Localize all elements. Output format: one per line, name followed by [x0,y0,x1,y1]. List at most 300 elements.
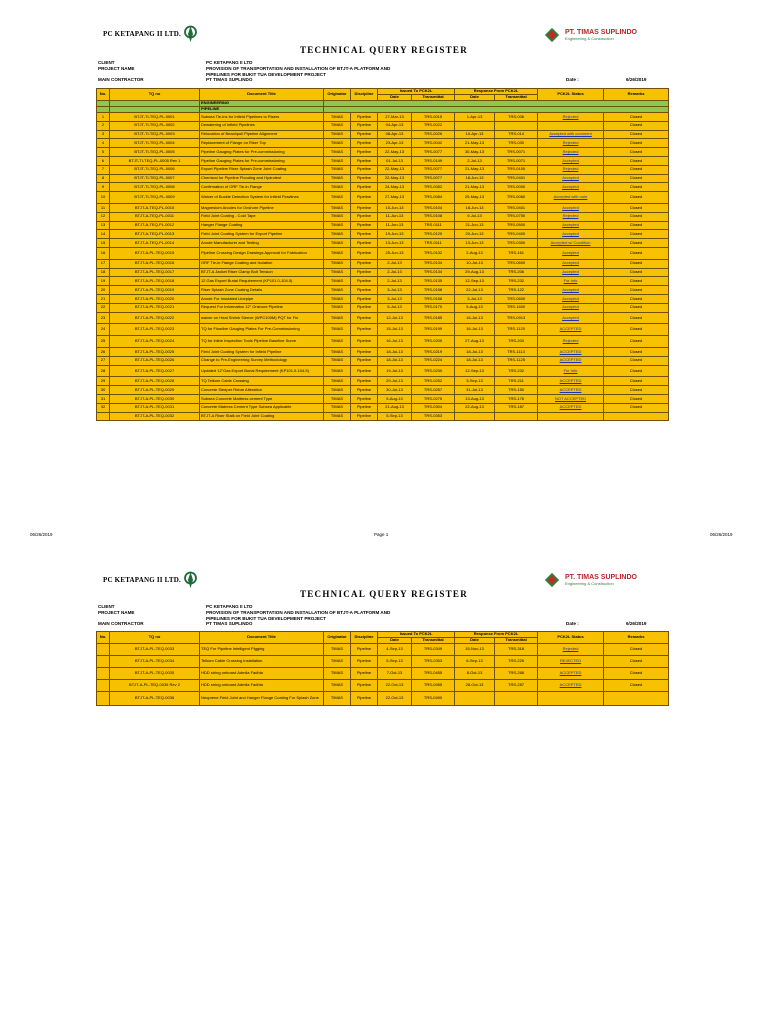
cell-issued-transmittal: TRS-0082 [412,183,455,192]
cell-tq-no: BTJT-A-PL-TEQ-0019 [110,286,200,295]
cell-remarks: Closed [604,365,669,377]
cell-status[interactable]: Accepted [538,312,604,324]
cell-originator: TIMAS [324,130,351,139]
pck2l-emblem-icon [184,570,197,590]
cell-status[interactable]: Rejected [538,644,604,656]
cell-no: 16 [97,247,110,259]
cell-no: 17 [97,259,110,268]
cell-issued-transmittal: TRS-0353 [412,412,455,421]
cell-remarks: Closed [604,221,669,230]
cell-response-date: 1-Apr-13 [455,113,495,122]
cell-remarks: Closed [604,294,669,303]
cell-response-date: 3-Sep-13 [455,377,495,386]
cell-issued-transmittal: TRS-0304 [412,403,455,412]
cell-response-date: 10-Jul-13 [455,259,495,268]
cell-issued-transmittal: TRS-0015 [412,113,455,122]
cell-issued-date: 19-Jun-13 [378,230,412,239]
table-row [97,386,669,395]
cell-response-transmittal: TRS-206 [495,268,538,277]
project-value-line2: PIPELINES FOR BUKIT TUA DEVELOPMENT PROJECT [206,71,327,77]
cell-document-title: Concrete Matress Cement Type Subsea Applicable [200,403,324,412]
cell-remarks: Closed [604,156,669,165]
cell-status[interactable]: ACCEPTED [538,377,604,386]
cell-tq-no: BTJT-A-PL-TEQ-0033 [110,644,200,656]
table-row [97,365,669,377]
cell-no: 2 [97,121,110,130]
cell-status[interactable]: Accepted [538,221,604,230]
cell-response-date: 30-May-13 [455,148,495,157]
project-value-line2: PIPELINES FOR BUKIT TUA DEVELOPMENT PROJECT [206,615,327,621]
cell-discipline: Pipeline [351,183,378,192]
timas-diamond-icon [543,26,561,44]
cell-issued-date: 2-Jul-13 [378,277,412,286]
cell-document-title: TQ for Flowline Gauging Plates For Pre-Commissioning [200,324,324,336]
table-row [97,377,669,386]
cell-status[interactable]: ACCEPTED [538,668,604,680]
table-row [97,277,669,286]
cell-originator: TIMAS [324,212,351,221]
register-table-page2 [96,631,669,706]
cell-status [538,121,604,130]
cell-originator: TIMAS [324,203,351,212]
cell-discipline: Pipeline [351,668,378,680]
cell-issued-date: 12-Jul-13 [378,312,412,324]
cell-issued-date: 25-Jun-13 [378,247,412,259]
cell-response-date: 18-Jun-13 [455,203,495,212]
cell-document-title: waiver on Heat Shrink Sleeve (WPC100M) PQT for Fie [200,312,324,324]
cell-no: 30 [97,386,110,395]
cell-tq-no: BTJT-A-PL-TEQ-0020 [110,294,200,303]
cell-status[interactable]: Accepted [538,268,604,277]
cell-issued-date: 18-Jul-13 [378,347,412,356]
cell-issued-date: 3-Jul-13 [378,294,412,303]
cell-no: 22 [97,303,110,312]
table-row [97,174,669,183]
cell-no: 12 [97,212,110,221]
cell-response-transmittal: TRS-200 [495,336,538,348]
table-row [97,268,669,277]
cell-no: 7 [97,165,110,174]
cell-tq-no: BTJT-A-PL-TEQ-0017 [110,268,200,277]
cell-no: 15 [97,239,110,248]
cell-status[interactable]: Accepted [538,286,604,295]
cell-discipline: Pipeline [351,347,378,356]
cell-remarks: Closed [604,668,669,680]
cell-no: 23 [97,312,110,324]
cell-tq-no: BTJT-TI-TEQ-PL-0005 Rev 1 [110,156,200,165]
cell-response-date: 12-Sep-13 [455,277,495,286]
contractor-logo-tagline-page2: Engineering & Construction [565,581,614,586]
cell-response-date: 22-Jul-13 [455,286,495,295]
date-label-page2: Date : [566,621,579,626]
cell-status[interactable]: Accepted [538,203,604,212]
cell-no: 4 [97,139,110,148]
cell-response-date: 18-Jul-13 [455,347,495,356]
meta-labels-page2 [98,604,144,627]
contractor-label: MAIN CONTRACTOR [98,621,144,627]
col-issued-header: Issued To PCK2L [378,89,455,95]
cell-document-title: Request For Information 12" Onshore Pipeline [200,303,324,312]
cell-no: 31 [97,394,110,403]
col-doc-header: Document Title [200,89,324,101]
cell-response-transmittal: TRS-0071 [495,156,538,165]
cell-originator: TIMAS [324,324,351,336]
date-label: Date : [566,77,579,82]
table-row [97,130,669,139]
cell-response-transmittal: TRS-1120 [495,324,538,336]
cell-discipline: Pipeline [351,113,378,122]
table-row [97,336,669,348]
cell-document-title: Export Pipeline Riser Splash Zone Joint Coating [200,165,324,174]
cell-response-transmittal: TRS-030 [495,139,538,148]
cell-issued-transmittal: TRS-0353 [412,656,455,668]
cell-response-transmittal: TRS-318 [495,644,538,656]
cell-response-date: 28-Oct-13 [455,680,495,692]
table-row [97,230,669,239]
cell-status[interactable]: ACCEPTED [538,403,604,412]
cell-document-title: Updated 12"Gas Export Burial Requirement (KP101.0-104.5) [200,365,324,377]
cell-originator: TIMAS [324,174,351,183]
cell-issued-date: 22-Oct-13 [378,692,412,706]
cell-remarks: Closed [604,183,669,192]
cell-issued-transmittal: TRS-0120 [412,230,455,239]
table-row [97,324,669,336]
cell-status[interactable]: Accepted [538,303,604,312]
col-response-date-header: Date [455,95,495,101]
footer-date-right: 06/26/2019 [710,532,733,537]
col-discipline-header: Discipline [351,89,378,101]
cell-no: 8 [97,174,110,183]
cell-document-title: Confirmation of ORF Tie-in Flange [200,183,324,192]
cell-status[interactable]: Accepted w/ Condition [538,239,604,248]
cell-response-transmittal: TRS-0400 [495,230,538,239]
cell-remarks: Closed [604,239,669,248]
cell-response-date: 21-May-13 [455,139,495,148]
cell-originator: TIMAS [324,403,351,412]
page-title-page2: TECHNICAL QUERY REGISTER [299,589,469,599]
cell-no: 19 [97,277,110,286]
cell-originator: TIMAS [324,148,351,157]
company-logo-text-page2: PC KETAPANG II LTD. [103,576,181,584]
cell-response-date: 8-Oct-13 [455,668,495,680]
cell-originator: TIMAS [324,277,351,286]
cell-status[interactable]: For Info [538,365,604,377]
cell-status[interactable]: Accepted [538,247,604,259]
cell-response-transmittal: TRS-1125 [495,356,538,365]
cell-discipline: Pipeline [351,303,378,312]
meta-values-page2 [206,604,390,627]
cell-response-date: 20-Jun-13 [455,230,495,239]
cell-no: 21 [97,294,110,303]
cell-issued-date: 19-Jul-13 [378,365,412,377]
cell-issued-transmittal: TRS-0026 [412,130,455,139]
project-value-line1: PROVISION OF TRANSPORTATION AND INSTALLATION OF BTJT-A PLATFORM AND [206,609,391,615]
col-doc-header: Document Title [200,632,324,644]
cell-issued-transmittal: TRS-0084 [412,192,455,204]
cell-issued-date: 27-Mar-13 [378,113,412,122]
cell-originator: TIMAS [324,165,351,174]
cell-tq-no: BTJT-A-PL-TEQ-0036 [110,692,200,706]
cell-remarks: Closed [604,356,669,365]
cell-tq-no: BTJT-A-PL-TEQ-0016 [110,259,200,268]
cell-originator: TIMAS [324,336,351,348]
cell-originator: TIMAS [324,680,351,692]
cell-response-date [455,121,495,130]
company-logo-page2 [103,570,197,590]
cell-status[interactable]: Accepted [538,156,604,165]
col-no-header: No. [97,89,110,101]
cell-issued-date: 10-Jun-13 [378,203,412,212]
cell-discipline: Pipeline [351,277,378,286]
cell-status[interactable]: Rejected [538,165,604,174]
col-response-transmittal-header: Transmittal [495,95,538,101]
table-row [97,312,669,324]
cell-tq-no: BTJT-A-PL-TEQ-0025 [110,347,200,356]
cell-no: 9 [97,183,110,192]
cell-no: 10 [97,192,110,204]
cell-issued-transmittal: TRS-0224 [412,356,455,365]
footer-date-left: 06/26/2019 [30,532,53,537]
cell-originator: TIMAS [324,121,351,130]
col-response-header: Response From PCK2L [455,632,538,638]
cell-discipline: Pipeline [351,294,378,303]
cell-response-transmittal: TRS-150 [495,386,538,395]
cell-issued-date: 2-Jul-13 [378,268,412,277]
cell-response-date: 3-Jul-13 [455,294,495,303]
col-tq-header: TQ no [110,89,200,101]
cell-issued-date: 22-May-13 [378,148,412,157]
cell-response-date: 29-Aug-13 [455,268,495,277]
cell-status[interactable]: Rejected [538,212,604,221]
cell-document-title: Waiver of Buckle Detection System for Infield Flowlines [200,192,324,204]
cell-remarks: Closed [604,656,669,668]
cell-discipline: Pipeline [351,174,378,183]
col-response-date-header: Date [455,638,495,644]
cell-tq-no: BTJT-A-PL-TEQ-0035 [110,668,200,680]
cell-response-transmittal [495,692,538,706]
cell-discipline: Pipeline [351,192,378,204]
cell-response-date: 5-Aug-13 [455,303,495,312]
section-engineering: ENGINEERING [200,101,324,107]
contractor-value: PT TIMAS SUPLINDO [206,77,253,83]
company-logo [103,24,197,44]
cell-discipline: Pipeline [351,692,378,706]
cell-response-transmittal: TRS-0300 [495,239,538,248]
cell-issued-date: 01-Jul-13 [378,156,412,165]
cell-status[interactable]: ACCEPTED [538,386,604,395]
cell-remarks: Closed [604,121,669,130]
cell-tq-no: BTJT-TI-TEQ-PL-0003 [110,130,200,139]
cell-issued-date: 4-Sep-13 [378,644,412,656]
cell-document-title: 12 Gas Export Burial Requirement (KP101.0-104.5) [200,277,324,286]
cell-response-date: 21-May-13 [455,165,495,174]
section-pipeline: PIPELINE [200,107,324,113]
client-value: PC KETAPANG II LTD [206,604,253,609]
cell-issued-transmittal: TRS-0077 [412,165,455,174]
cell-issued-date: 11-Jun-13 [378,212,412,221]
cell-issued-transmittal: TRS-0200 [412,336,455,348]
cell-response-date: 13-Aug-13 [455,394,495,403]
cell-discipline: Pipeline [351,239,378,248]
cell-no: 29 [97,377,110,386]
cell-originator: TIMAS [324,259,351,268]
cell-originator: TIMAS [324,113,351,122]
cell-issued-transmittal: TRS-0349 [412,644,455,656]
cell-originator: TIMAS [324,294,351,303]
company-logo-text: PC KETAPANG II LTD. [103,30,181,38]
cell-tq-no: BTJT-A-TEQ-PL-0010 [110,203,200,212]
cell-tq-no: BTJT-A-TEQ-PL-0014 [110,239,200,248]
client-value: PC KETAPANG II LTD [206,60,253,65]
cell-response-date: 21-Jun-13 [455,221,495,230]
cell-issued-transmittal: TRS-0170 [412,303,455,312]
cell-tq-no: BTJT-TI-TEQ-PL-0001 [110,113,200,122]
cell-issued-transmittal: TRS-0199 [412,324,455,336]
cell-discipline: Pipeline [351,268,378,277]
cell-document-title: Neoprene Field Joint and Hanger Flange Coating For Splash Zone [200,692,324,706]
cell-issued-date: 7-Oct-13 [378,668,412,680]
cell-response-transmittal: TRS-268 [495,668,538,680]
cell-document-title: Relocation of Beachpull Pipeline Alignment [200,130,324,139]
cell-document-title: Anode Manufacturer and Testing [200,239,324,248]
cell-status[interactable]: Accepted [538,230,604,239]
project-label: PROJECT NAME [98,65,135,71]
cell-issued-date: 23-Apr-13 [378,139,412,148]
cell-tq-no: BTJT-A-PL-TEQ-0030 [110,394,200,403]
cell-document-title: Chemical for Pipeline Flooding and Hydrotest [200,174,324,183]
cell-status[interactable]: Rejected [538,148,604,157]
col-tq-header: TQ no [110,632,200,644]
cell-originator: TIMAS [324,156,351,165]
cell-no: 11 [97,203,110,212]
cell-no: 5 [97,148,110,157]
cell-response-transmittal: TRS-006 [495,113,538,122]
table-row [97,680,669,692]
cell-issued-transmittal: TRS-0490 [412,692,455,706]
cell-response-date [455,412,495,421]
cell-remarks: Closed [604,286,669,295]
cell-document-title: Pipeline Gauging Plates for Pre-commissioning [200,148,324,157]
cell-tq-no: BTJT-A-PL-TEQ-0021 [110,303,200,312]
cell-issued-date: 5-Jul-13 [378,303,412,312]
col-status-header: PCK2L Status [538,89,604,101]
cell-remarks: Closed [604,377,669,386]
cell-issued-transmittal: TRS-0111 [412,221,455,230]
table-row [97,356,669,365]
cell-tq-no: BTJT-A-PL-TEQ-0015 [110,247,200,259]
cell-response-date [455,692,495,706]
cell-no: 18 [97,268,110,277]
cell-issued-transmittal: TRS-0230 [412,365,455,377]
cell-originator: TIMAS [324,312,351,324]
cell-issued-transmittal: TRS-0022 [412,121,455,130]
cell-status[interactable]: For Info [538,277,604,286]
cell-tq-no: BTJT-A-PL-TEQ-0023 [110,324,200,336]
cell-response-transmittal: TRS-226 [495,656,538,668]
table-row [97,303,669,312]
table-row [97,394,669,403]
cell-tq-no: BTJT-TI-TEQ-PL-0006 [110,165,200,174]
cell-originator: TIMAS [324,221,351,230]
cell-issued-date: 22-May-13 [378,165,412,174]
cell-issued-date: 5-Sep-13 [378,412,412,421]
cell-status[interactable]: NOT ACCEPTED [538,394,604,403]
cell-discipline: Pipeline [351,377,378,386]
cell-status[interactable]: ACCEPTED [538,680,604,692]
cell-status[interactable]: Accepted with note [538,192,604,204]
contractor-logo-name-page2: PT. TIMAS SUPLINDO [565,574,637,581]
cell-document-title: Pipeline Gauging Plates for Pre-commissioning [200,156,324,165]
table-row [97,183,669,192]
cell-originator: TIMAS [324,192,351,204]
cell-status[interactable]: ACCEPTED [538,324,604,336]
cell-discipline: Pipeline [351,312,378,324]
cell-status[interactable]: Accepted [538,174,604,183]
table-row [97,239,669,248]
contractor-logo-tagline: Engineering & Construction [565,36,614,41]
cell-discipline: Pipeline [351,148,378,157]
cell-response-date: 10-Apr-13 [455,130,495,139]
cell-no: 32 [97,403,110,412]
cell-status[interactable]: Accepted [538,294,604,303]
contractor-label: MAIN CONTRACTOR [98,77,144,83]
cell-originator: TIMAS [324,692,351,706]
table-row [97,203,669,212]
cell-status[interactable]: ACCEPTED [538,356,604,365]
cell-response-date: 18-Jun-13 [455,174,495,183]
col-remarks-header: Remarks [604,89,669,101]
page-title: TECHNICAL QUERY REGISTER [299,45,469,55]
cell-status[interactable]: Rejected [538,113,604,122]
cell-status[interactable]: Accepted with comment [538,130,604,139]
cell-discipline: Pipeline [351,221,378,230]
cell-discipline: Pipeline [351,356,378,365]
cell-response-transmittal: TRS-0913 [495,312,538,324]
cell-originator: TIMAS [324,139,351,148]
cell-status[interactable]: Accepted [538,183,604,192]
cell-response-date: 6-Sep-13 [455,656,495,668]
cell-no [97,668,110,680]
cell-status[interactable]: Accepted [538,259,604,268]
table-row [97,668,669,680]
cell-response-transmittal: TRS-0401 [495,203,538,212]
cell-status[interactable]: Rejected [538,336,604,348]
cell-issued-transmittal: TRS-0132 [412,247,455,259]
cell-response-transmittal: TRS-0060 [495,192,538,204]
cell-issued-date: 3-Jul-13 [378,286,412,295]
cell-issued-transmittal: TRS-0077 [412,174,455,183]
cell-remarks: Closed [604,212,669,221]
cell-no: 20 [97,286,110,295]
cell-response-date: 31-Jul-13 [455,386,495,395]
cell-status[interactable]: ACCEPTED [538,347,604,356]
cell-originator: TIMAS [324,303,351,312]
cell-document-title: Concrete Sleeper Rebar Alteration [200,386,324,395]
cell-discipline: Pipeline [351,212,378,221]
cell-issued-date: 22-Oct-13 [378,680,412,692]
cell-issued-transmittal: TRS-0111 [412,239,455,248]
cell-status[interactable]: REJECTED [538,656,604,668]
table-row [97,192,669,204]
cell-tq-no: BTJT-A-PL-TEQ-0034 [110,656,200,668]
cell-issued-date: 11-Jun-13 [378,221,412,230]
cell-document-title: TQ Telkom Cable Crossing [200,377,324,386]
cell-status[interactable]: Rejected [538,139,604,148]
cell-tq-no: BTJT-A-PL-TEQ-0029 [110,386,200,395]
table-row [97,286,669,295]
cell-issued-date: 18-Jul-13 [378,356,412,365]
cell-discipline: Pipeline [351,230,378,239]
